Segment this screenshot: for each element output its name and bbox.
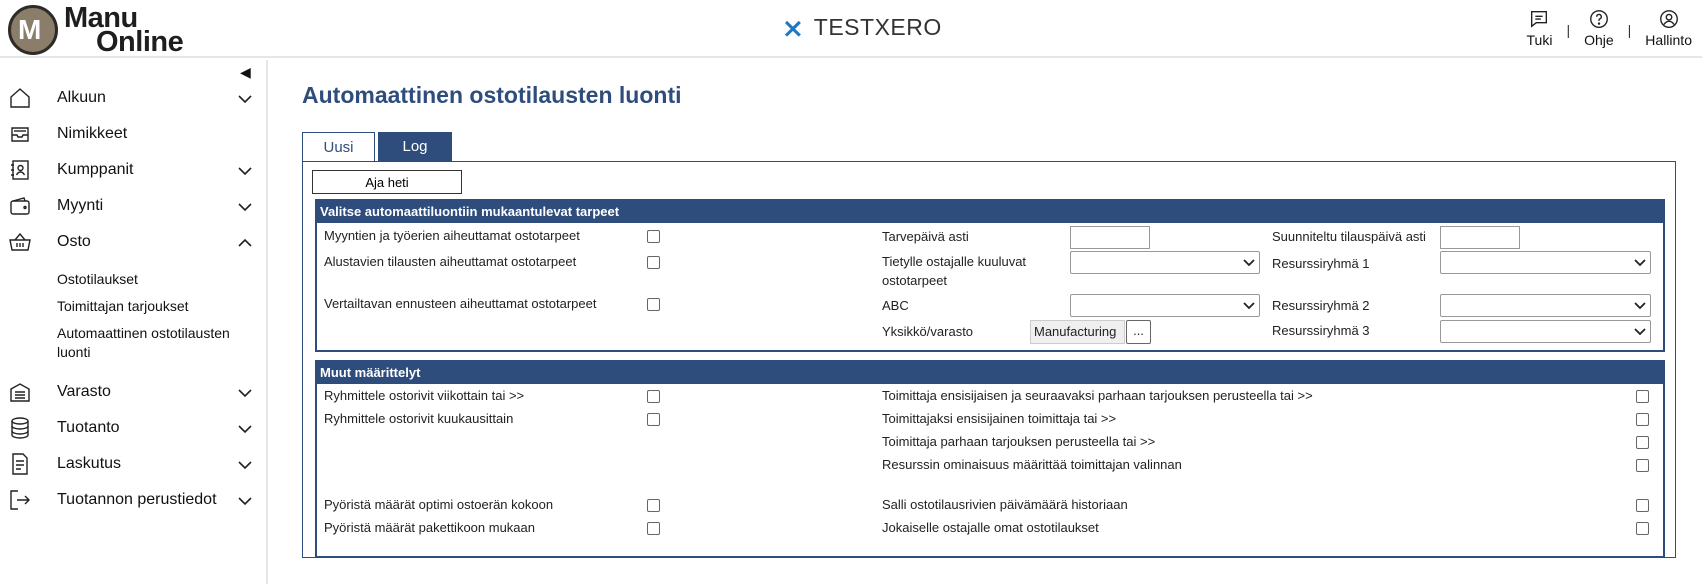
group-monthly-checkbox[interactable]	[647, 413, 660, 426]
chevron-down-icon	[236, 492, 254, 510]
admin-button[interactable]	[1645, 8, 1692, 48]
company-name: TESTXERO	[813, 14, 942, 40]
chevron-down-icon	[1243, 301, 1255, 311]
resource-group-2-label: Resurssiryhmä 2	[1272, 298, 1370, 313]
unit-warehouse-value: Manufacturing	[1030, 320, 1125, 344]
app-header	[0, 0, 1702, 58]
abc-label: ABC	[882, 298, 909, 313]
need-date-label: Tarvepäivä asti	[882, 229, 969, 244]
round-optimal-batch-checkbox[interactable]	[647, 499, 660, 512]
primary-supplier-checkbox[interactable]	[1636, 413, 1649, 426]
tab-uusi[interactable]: Uusi	[302, 132, 375, 162]
warehouse-icon	[8, 380, 32, 404]
resource-group-3-label: Resurssiryhmä 3	[1272, 323, 1370, 338]
chevron-down-icon	[1634, 258, 1646, 268]
basket-icon	[8, 230, 32, 254]
separator: |	[1566, 22, 1571, 38]
logo-mark	[8, 5, 58, 55]
sales-workorder-needs-checkbox[interactable]	[647, 230, 660, 243]
sidebar-subitem-toimittajan-tarjoukset[interactable]: Toimittajan tarjoukset	[57, 298, 189, 314]
resource-property-supplier-label: Resurssin ominaisuus määrittää toimittajan valinnan	[882, 457, 1182, 472]
resource-property-supplier-checkbox[interactable]	[1636, 459, 1649, 472]
sidebar-item-label: Tuotanto	[57, 419, 120, 436]
sidebar-item-tuotannon-perustiedot[interactable]	[0, 484, 268, 516]
contacts-icon	[8, 158, 32, 182]
sidebar-item-label: Varasto	[57, 383, 111, 400]
logo-text	[64, 2, 184, 58]
home-icon	[8, 86, 32, 110]
other-settings-title: Muut määrittelyt	[317, 362, 1663, 384]
support-button[interactable]	[1527, 8, 1553, 48]
xero-x-icon: ⨯	[782, 12, 804, 43]
sidebar	[0, 60, 268, 584]
logo-line1: Manu	[64, 2, 138, 34]
orders-per-buyer-checkbox[interactable]	[1636, 522, 1649, 535]
resource-group-3-select[interactable]	[1440, 320, 1651, 343]
preliminary-orders-needs-checkbox[interactable]	[647, 256, 660, 269]
abc-select[interactable]	[1070, 294, 1260, 317]
sidebar-item-myynti[interactable]	[0, 190, 268, 222]
best-offer-supplier-checkbox[interactable]	[1636, 436, 1649, 449]
planned-order-date-label: Suunniteltu tilauspäivä asti	[1272, 229, 1426, 244]
exit-icon	[8, 488, 32, 512]
best-offer-supplier-label: Toimittaja parhaan tarjouksen perusteella tai >>	[882, 434, 1156, 449]
allow-history-dates-checkbox[interactable]	[1636, 499, 1649, 512]
sidebar-item-label: Kumppanit	[57, 161, 134, 178]
sidebar-item-varasto[interactable]	[0, 376, 268, 408]
resource-group-1-select[interactable]	[1440, 251, 1651, 274]
chevron-down-icon	[236, 384, 254, 402]
supplier-primary-and-next-best-label: Toimittaja ensisijaisen ja seuraavaksi parhaan tarjouksen perusteella tai >>	[882, 388, 1313, 403]
sidebar-item-label: Laskutus	[57, 455, 122, 472]
database-icon	[8, 416, 32, 440]
round-package-size-label: Pyöristä määrät pakettikoon mukaan	[324, 520, 535, 535]
needs-section-title: Valitse automaattiluontiin mukaantulevat tarpeet	[317, 201, 1663, 223]
admin-label: Hallinto	[1645, 32, 1692, 48]
chevron-down-icon	[236, 420, 254, 438]
run-now-button[interactable]: Aja heti	[312, 170, 462, 194]
sales-workorder-needs-label: Myyntien ja työerien aiheuttamat ostotarpeet	[324, 228, 580, 243]
chevron-down-icon	[236, 198, 254, 216]
supplier-primary-and-next-best-checkbox[interactable]	[1636, 390, 1649, 403]
buyer-needs-label-line2: ostotarpeet	[882, 273, 948, 288]
chat-icon	[1528, 8, 1550, 30]
buyer-needs-label-line1: Tietylle ostajalle kuuluvat	[882, 254, 1027, 269]
support-label: Tuki	[1526, 32, 1553, 48]
sidebar-item-label: Alkuun	[57, 89, 106, 106]
resource-group-1-label: Resurssiryhmä 1	[1272, 256, 1370, 271]
separator: |	[1627, 22, 1632, 38]
collapse-sidebar-icon[interactable]: ◀	[240, 64, 251, 80]
top-actions	[1527, 8, 1693, 48]
sidebar-item-label: Myynti	[57, 197, 104, 214]
manu-online-logo[interactable]	[8, 4, 183, 56]
company-brand	[782, 14, 942, 41]
forecast-needs-checkbox[interactable]	[647, 298, 660, 311]
help-label: Ohje	[1584, 32, 1614, 48]
buyer-select[interactable]	[1070, 251, 1260, 274]
planned-order-date-input[interactable]	[1440, 226, 1520, 249]
unit-warehouse-picker-button[interactable]: ...	[1126, 320, 1151, 344]
sidebar-item-osto[interactable]	[0, 226, 268, 258]
resource-group-2-select[interactable]	[1440, 294, 1651, 317]
sidebar-item-nimikkeet[interactable]	[0, 118, 268, 150]
sidebar-item-tuotanto[interactable]	[0, 412, 268, 444]
help-icon	[1588, 8, 1610, 30]
round-optimal-batch-label: Pyöristä määrät optimi ostoerän kokoon	[324, 497, 554, 512]
sidebar-item-alkuun[interactable]	[0, 82, 268, 114]
group-weekly-checkbox[interactable]	[647, 390, 660, 403]
chevron-up-icon	[236, 234, 254, 252]
sidebar-item-label: Osto	[57, 233, 91, 250]
user-icon	[1658, 8, 1680, 30]
chevron-down-icon	[1634, 327, 1646, 337]
sidebar-item-laskutus[interactable]	[0, 448, 268, 480]
allow-history-dates-label: Salli ostotilausrivien päivämäärä historiaan	[882, 497, 1128, 512]
unit-warehouse-label: Yksikkö/varasto	[882, 324, 974, 339]
tab-log[interactable]: Log	[378, 132, 452, 161]
need-date-input[interactable]	[1070, 226, 1150, 249]
chevron-down-icon	[236, 162, 254, 180]
round-package-size-checkbox[interactable]	[647, 522, 660, 535]
sidebar-item-label: Nimikkeet	[57, 125, 128, 142]
orders-per-buyer-label: Jokaiselle ostajalle omat ostotilaukset	[882, 520, 1099, 535]
inbox-icon	[8, 122, 32, 146]
primary-supplier-label: Toimittajaksi ensisijainen toimittaja tai >>	[882, 411, 1117, 426]
logo-initial: M	[18, 14, 42, 45]
help-button[interactable]	[1584, 8, 1614, 48]
group-monthly-label: Ryhmittele ostorivit kuukausittain	[324, 411, 514, 426]
chevron-down-icon	[1634, 301, 1646, 311]
logo-line2: Online	[96, 26, 184, 58]
chevron-down-icon	[236, 90, 254, 108]
sidebar-subitem-ostotilaukset[interactable]: Ostotilaukset	[57, 271, 138, 287]
wallet-icon	[8, 194, 32, 218]
forecast-needs-label: Vertailtavan ennusteen aiheuttamat ostotarpeet	[324, 296, 597, 311]
sidebar-item-label: Tuotannon perustiedot	[57, 491, 217, 508]
page-title: Automaattinen ostotilausten luonti	[302, 82, 682, 108]
sidebar-item-kumppanit[interactable]	[0, 154, 268, 186]
chevron-down-icon	[1243, 258, 1255, 268]
group-weekly-label: Ryhmittele ostorivit viikottain tai >>	[324, 388, 525, 403]
preliminary-orders-needs-label: Alustavien tilausten aiheuttamat ostotarpeet	[324, 254, 577, 269]
sidebar-subitem-automaattinen-ostotilausten-luonti[interactable]: Automaattinen ostotilausten luonti	[57, 325, 230, 360]
chevron-down-icon	[236, 456, 254, 474]
document-icon	[8, 452, 32, 476]
